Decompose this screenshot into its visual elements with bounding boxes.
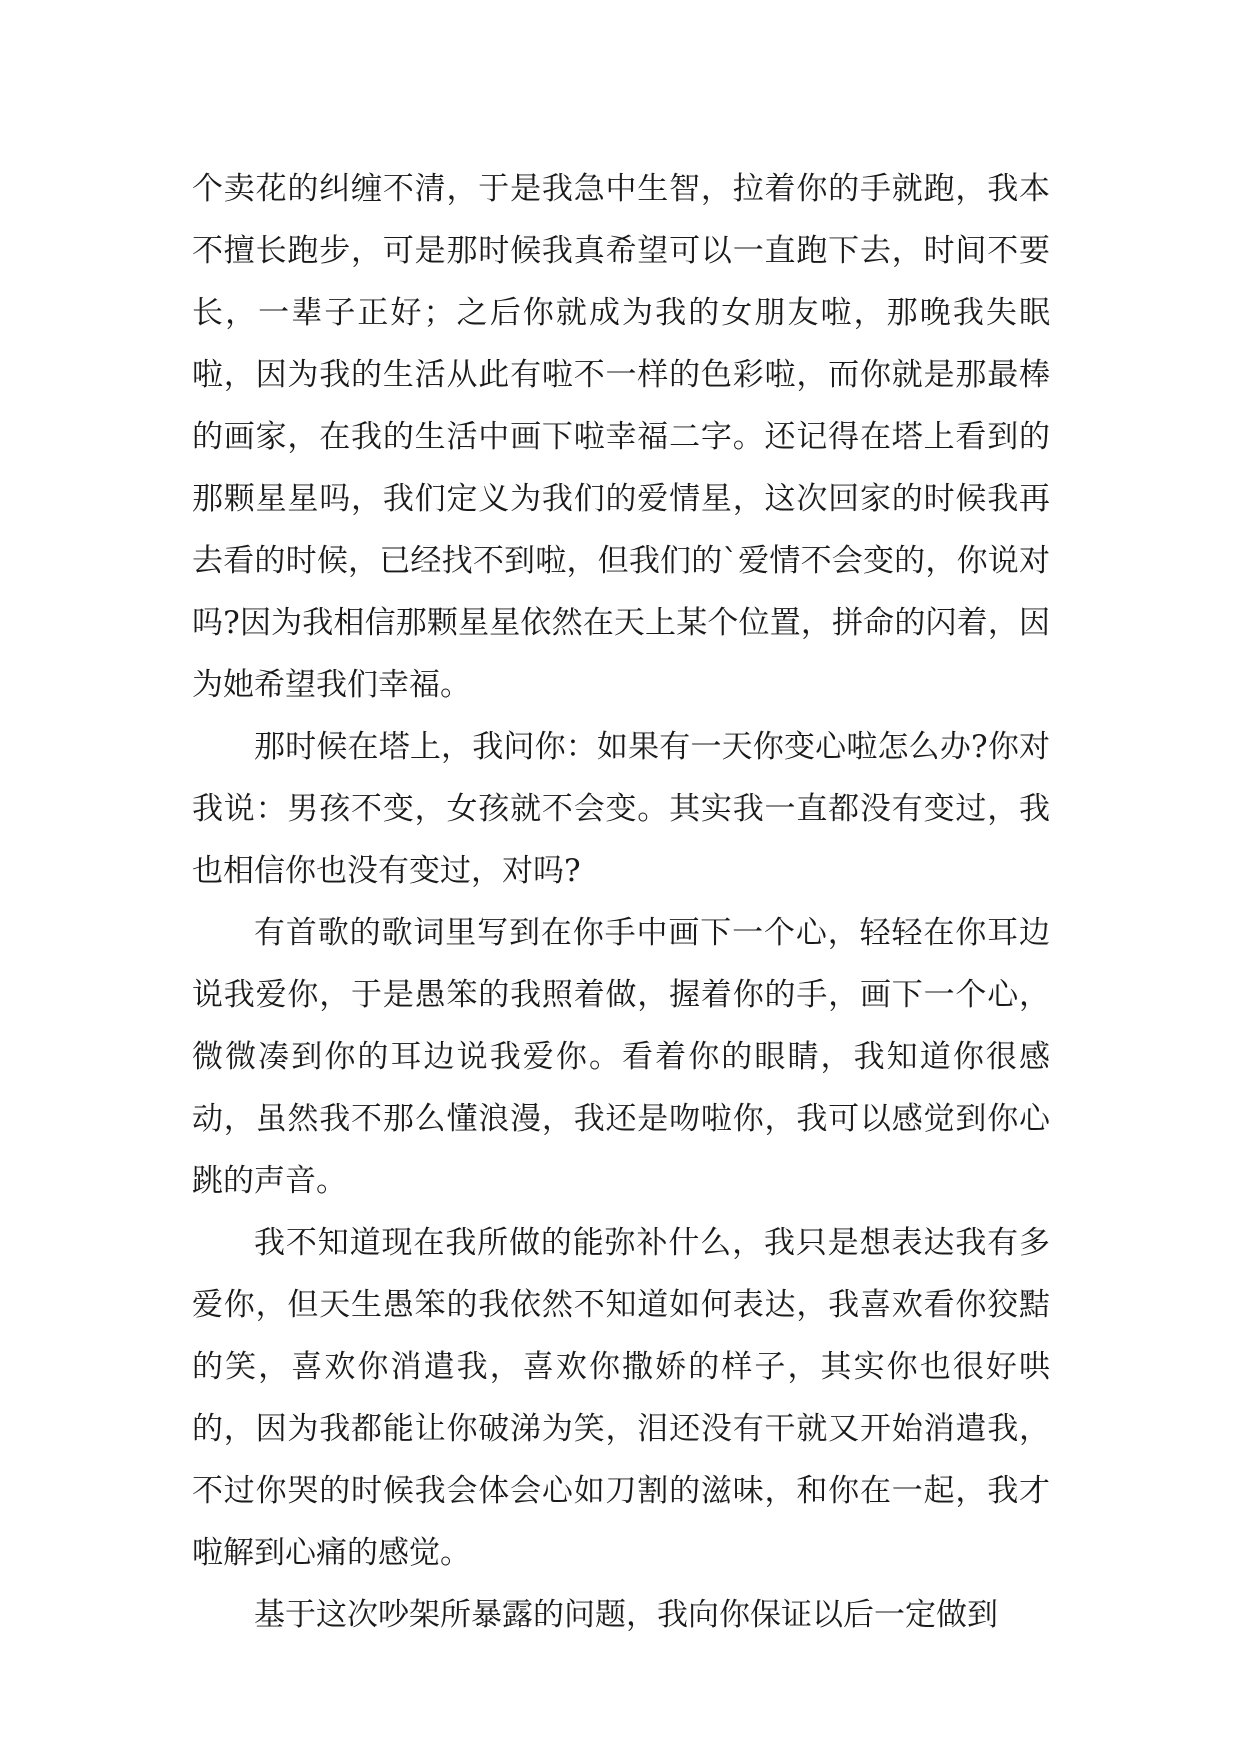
paragraph-4: 我不知道现在我所做的能弥补什么，我只是想表达我有多爱你，但天生愚笨的我依然不知道如何表达，我喜欢看你狡黠的笑，喜欢你消遣我，喜欢你撒娇的样子，其实你也很好哄的，因为我都能让你破涕为笑，泪还没有干就又开始消遣我，不过你哭的时候我会体会心如刀割的滋味，和你在一起，我才啦解到心痛的感觉。 bbox=[192, 1225, 1050, 1571]
paragraph-1: 个卖花的纠缠不清，于是我急中生智，拉着你的手就跑，我本不擅长跑步，可是那时候我真希望可以一直跑下去，时间不要长，一辈子正好；之后你就成为我的女朋友啦，那晚我失眠啦，因为我的生活从此有啦不一样的色彩啦，而你就是那最棒的画家，在我的生活中画下啦幸福二字。还记得在塔上看到的那颗星星吗，我们定义为我们的爱情星，这次回家的时候我再去看的时候，已经找不到啦，但我们的`爱情不会变的，你说对吗?因为我相信那颗星星依然在天上某个位置，拼命的闪着，因为她希望我们幸福。 bbox=[192, 171, 1050, 703]
paragraph-3: 有首歌的歌词里写到在你手中画下一个心，轻轻在你耳边说我爱你，于是愚笨的我照着做，握着你的手，画下一个心，微微凑到你的耳边说我爱你。看着你的眼睛，我知道你很感动，虽然我不那么懂浪漫，我还是吻啦你，我可以感觉到你心跳的声音。 bbox=[192, 915, 1050, 1199]
paragraph-2: 那时候在塔上，我问你：如果有一天你变心啦怎么办?你对我说：男孩不变，女孩就不会变。其实我一直都没有变过，我也相信你也没有变过，对吗? bbox=[192, 729, 1050, 889]
paragraph-5: 基于这次吵架所暴露的问题，我向你保证以后一定做到 bbox=[254, 1597, 998, 1633]
body-text bbox=[192, 158, 1050, 1646]
